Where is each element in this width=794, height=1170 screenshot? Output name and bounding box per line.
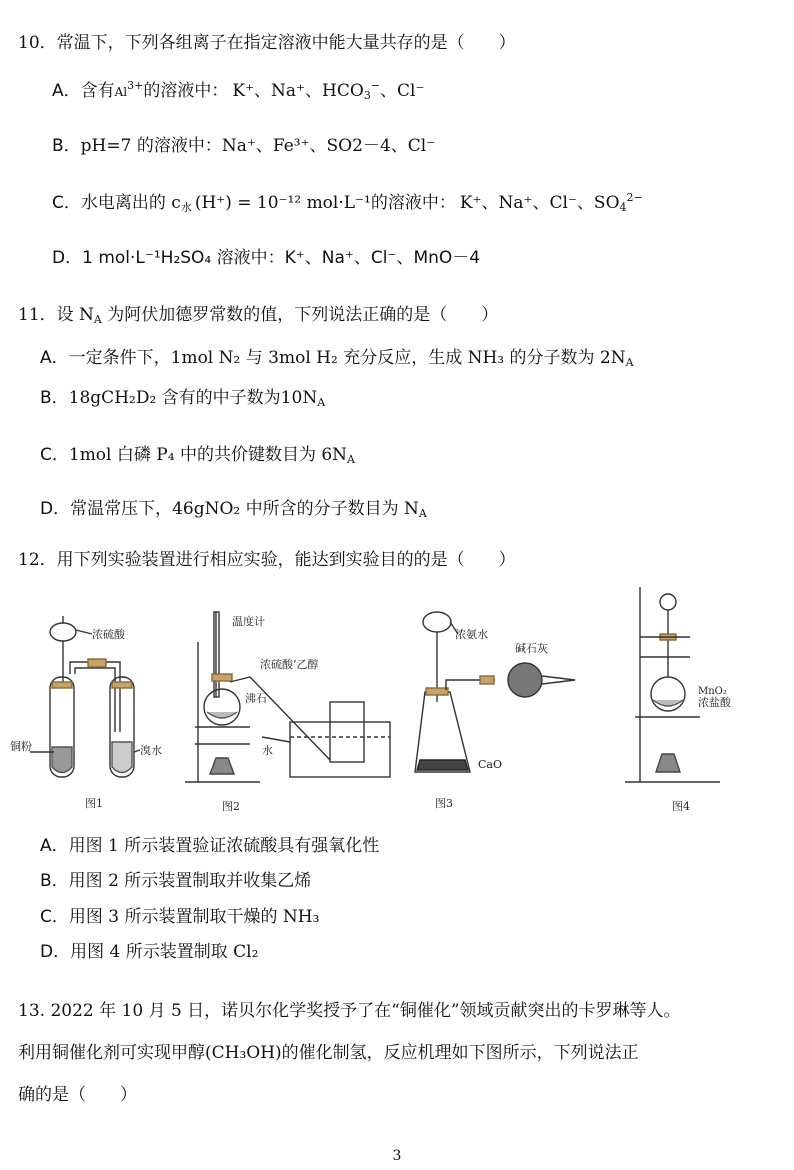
q11-option-a [40,343,634,369]
option-label: C． [40,907,69,927]
option-text: 的溶液中： [370,193,456,213]
label-acid-ethanol: 浓硫酸’乙醇 [260,658,319,671]
option-text: 1 mol·L⁻¹H₂SO₄ 溶液中：K⁺、Na⁺、Cl⁻、MnO－4 [82,248,481,268]
figure-4 [625,587,732,813]
flask-contents [653,700,683,706]
option-label: D． [40,942,71,962]
delivery-tube [230,677,330,760]
flask-stopper [426,688,448,695]
q12-option-b [40,866,311,891]
separatory-funnel-icon [423,612,451,632]
q13-paragraph [18,990,778,1116]
subscript: A [347,453,355,466]
stopper-1 [52,682,72,688]
page-number: 3 [392,1148,402,1164]
stem-text: 11．设 N [18,305,94,325]
apparatus-figures [0,582,794,822]
q10-option-d [52,243,480,268]
label-copper: 铜粉 [10,740,32,753]
reaction-mixture [207,712,237,718]
q11-option-c [40,440,355,466]
funnel-bulb-icon [660,594,676,610]
copper-powder [52,747,72,773]
label-soda-lime: 碱石灰 [515,642,548,655]
option-label: D． [52,248,83,268]
q12-option-d [40,937,258,962]
q12-option-a [40,831,379,856]
q12-option-c [40,902,319,927]
option-text: 用图 4 所示装置制取 Cl₂ [70,942,259,962]
alcohol-lamp-icon [210,758,234,774]
label-water: 水 [262,744,273,757]
label-cao: CaO [478,758,502,771]
option-text: 用图 1 所示装置验证浓硫酸具有强氧化性 [68,836,380,856]
label-zeolite: 沸石 [245,692,267,705]
option-text: 水电离出的 c [80,193,181,213]
q11-stem [18,300,498,326]
flask-stopper [212,674,232,681]
ion-text: Al [114,85,128,99]
delivery-tube [70,662,120,732]
q11-option-b [40,383,325,409]
subscript: A [625,356,634,369]
formula: (H⁺) = 10⁻¹² mol·L⁻¹ [194,193,371,213]
flask-icon [204,689,240,725]
caption-figure-1: 图1 [85,797,103,810]
option-label: B． [40,388,69,408]
caption-figure-3: 图3 [435,797,453,810]
label-thermometer: 温度计 [232,615,265,628]
ion-list: K⁺、Na⁺、HCO [232,81,364,101]
superscript: 2− [626,191,643,204]
option-text: 常温常压下，46gNO₂ 中所含的分子数目为 N [70,499,419,519]
subscript: A [418,507,427,520]
subscript: 水 [180,201,192,214]
label-conc-hcl: 浓盐酸 [698,696,731,709]
ion-list: K⁺、Na⁺、Cl⁻、SO [459,193,620,213]
drying-tube-outlet [542,676,575,684]
q13-line-1: 13. 2022 年 10 月 5 日，诺贝尔化学奖授予了在“铜催化”领域贡献突出的卡罗琳等人。 [18,1001,681,1021]
stem-text: 为阿伏加德罗常数的值，下列说法正确的是（ ） [101,305,499,325]
ion-list-tail: 、Cl⁻ [380,81,425,101]
caption-figure-4: 图4 [672,800,690,813]
option-text: pH=7 的溶液中：Na⁺、Fe³⁺、SO2－4、Cl⁻ [80,136,436,156]
collection-jar-icon [330,702,364,762]
option-label: A． [40,836,69,856]
option-text: 18gCH₂D₂ 含有的中子数为10N [68,388,318,408]
q13-line-2: 利用铜催化剂可实现甲醇(CH₃OH)的催化制氢，反应机理如下图所示，下列说法正 [18,1043,639,1063]
figure-3 [415,612,575,810]
caption-figure-2: 图2 [222,800,240,813]
label-conc-sulfuric: 浓硫酸 [92,628,125,641]
figure-2 [185,612,390,813]
water-trough-icon [290,722,390,777]
option-label: A． [52,81,81,101]
option-label: C． [40,445,69,465]
cao-solid [417,760,468,770]
q13-line-3: 确的是（ ） [18,1085,137,1105]
q10-option-a [52,76,424,102]
q10-option-c [52,188,643,215]
label-conc-ammonia: 浓氨水 [455,628,488,641]
option-label: D． [40,499,71,519]
alcohol-lamp-icon [656,754,680,772]
stopper-2 [112,682,132,688]
rubber-joint [480,676,494,684]
rubber-joint [88,659,106,667]
delivery-tube-inner [75,668,115,732]
ion-charge: 3+ [127,79,144,92]
figure-1 [10,616,162,810]
drying-tube-icon [508,663,542,697]
label-line [76,630,92,634]
option-label: A． [40,348,69,368]
label-line [262,737,290,742]
option-text: 用图 2 所示装置制取并收集乙烯 [68,871,312,891]
subscript: 3 [363,89,371,102]
option-label: B． [40,871,69,891]
option-text: 含有 [80,81,115,101]
superscript: − [370,79,381,92]
q12-stem: 12．用下列实验装置进行相应实验，能达到实验目的的是（ ） [18,550,516,570]
option-text: 用图 3 所示装置制取干燥的 NH₃ [68,907,320,927]
option-label: C． [52,193,81,213]
option-text: 1mol 白磷 P₄ 中的共价键数目为 6N [68,445,348,465]
q10-stem: 10．常温下，下列各组离子在指定溶液中能大量共存的是（ ） [18,33,516,53]
subscript: 4 [619,201,627,214]
separatory-funnel-icon [50,623,76,641]
q11-option-d [40,494,427,520]
subscript: A [317,396,326,409]
subscript: A [93,313,102,326]
label-mno2: MnO₂ [698,686,727,697]
option-text: 一定条件下，1mol N₂ 与 3mol H₂ 充分反应，生成 NH₃ 的分子数为 2N [68,348,626,368]
bromine-water-liquid [112,742,132,773]
label-bromine-water: 溴水 [140,744,162,757]
q10-option-b [52,131,435,156]
option-text: 的溶液中： [143,81,229,101]
option-label: B． [52,136,81,156]
